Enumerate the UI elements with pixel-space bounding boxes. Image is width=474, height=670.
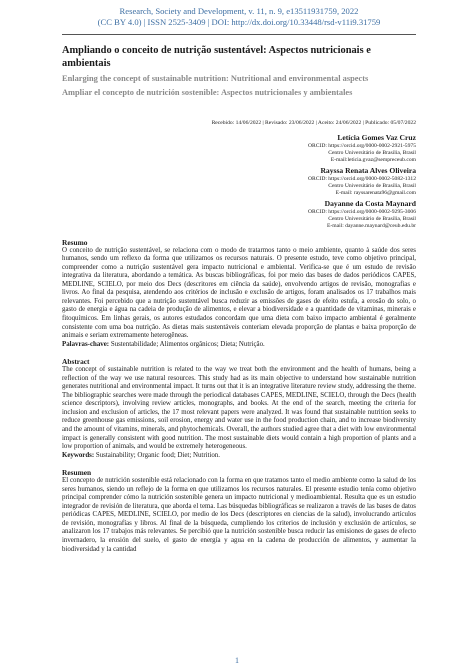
journal-citation: Research, Society and Development, v. 11, n. 9, e13511931759, 2022 bbox=[119, 6, 359, 16]
resumo-heading: Resumo bbox=[62, 237, 88, 247]
abstract-text: The concept of sustainable nutrition is related to the way we treat both the environment and the health of humans, being a reflection of the way we use natural resources. This study had as its main objective to understand how sustainable nutrition generates nutritional and environmental impact. It turns out that it is an integrative literature review study, addressing the theme. The bibliographic searches were made through the periodical databases CAPES, MEDLINE, SCIELO, through the Decs (health science descriptors), involving review articles, monographs, and books. At the end of the search, meeting the criteria for inclusion and exclusion of articles, the 17 most relevant papers were analyzed. It was found that sustainable nutrition seeks to reduce greenhouse gas emissions, soil erosion, energy and water use in the food production chain, and to increase biodiversity and the amount of vitamins, minerals, and phytochemicals. Overall, the authors studied agree that a diet with low environmental impact is generally consistent with good nutrition. The most sustainable diets would contain a high proportion of plants and a low proportion of animals, and would be extremely heterogeneous. bbox=[62, 366, 416, 451]
author-email[interactable]: E-mail: rayssarenata96@gmail.com bbox=[335, 190, 416, 197]
abstract-section bbox=[62, 357, 416, 460]
keywords-label: Palavras-chave: bbox=[62, 340, 110, 348]
header-divider bbox=[62, 34, 416, 35]
abstract-keywords bbox=[62, 452, 416, 461]
author-name: Rayssa Renata Alves Oliveira bbox=[320, 166, 416, 176]
author-affiliation: Centro Universitário de Brasília, Brasil bbox=[328, 183, 416, 189]
author-block bbox=[62, 166, 416, 197]
journal-header bbox=[62, 0, 416, 28]
author-email[interactable]: E-mail: dayanne.maynard@ceub.edu.br bbox=[326, 223, 416, 230]
author-orcid[interactable]: ORCID: https://orcid.org/0000-0002-2921-5975 bbox=[307, 142, 416, 149]
page-number: 1 bbox=[235, 656, 239, 665]
article-title-english: Enlarging the concept of sustainable nutrition: Nutritional and environmental aspects bbox=[62, 74, 369, 83]
author-block bbox=[62, 199, 416, 230]
author-name: Dayanne da Costa Maynard bbox=[324, 199, 416, 209]
author-orcid[interactable]: ORCID: https://orcid.org/0000-0002-9295-3006 bbox=[307, 209, 416, 215]
resumo-text: O conceito de nutrição sustentável, se relaciona com o modo de tratarmos tanto o meio ambiente, quanto à saúde dos seres humanos, sendo um reflexo da forma que utilizamos os recursos naturais. O presente estudo, teve como objetivo principal, compreender como a nutrição sustentável gera impacto nutricional e ambiental. Verifica-se que é um estudo de revisão integrativa da literatura, abordando a temática. As buscas bibliográficas, foi por meio das bases de dados periódicos CAPES, MEDLINE, SCIELO, por meio dos Decs (descritores em ciência da saúde), envolvendo artigos de revisão, monografias e livros. Ao final da pesquisa, atendendo aos critérios de inclusão e exclusão de artigos, foram analisados os 17 trabalhos mais relevantes. Foi percebido que a nutrição sustentável busca reduzir as emissões de gases de efeito estufa, a erosão do solo, o gasto de energia e água na cadeia de produção de alimentos, e elevar a biodiversidade e a quantidade de vitaminas, minerais e fitoquímicos. Em linhas gerais, os autores estudados concordam que uma dieta com baixo impacto ambiental é geralmente consistente com uma boa nutrição. As dietas mais sustentáveis conteriam elevada proporção de plantas e baixa proporção de animais e seriam extremamente heterogêneas. bbox=[62, 246, 416, 340]
abstract-heading: Abstract bbox=[62, 357, 90, 367]
author-affiliation: Centro Universitário de Brasília, Brasil bbox=[328, 149, 416, 156]
resumen-section bbox=[62, 468, 416, 554]
received-dates: Recebido: 14/06/2022 | Revisado: 23/06/2022 | Aceito: 24/06/2022 | Publicado: 05/07/2022 bbox=[211, 120, 416, 126]
resumen-text: El concepto de nutrición sostenible está relacionado con la forma en que tratamos tanto el medio ambiente como la salud de los seres humanos, siendo un reflejo de la forma en que utilizamos los recursos naturales. El presente estudio tenía como objetivo principal comprender cómo la nutrición sostenible genera un impacto nutricional y medioambiental. Resulta que es un estudio integrador de revisión de literatura, que aborda el tema. Las búsquedas bibliográficas se realizaron a través de las bases de datos periódicas CAPES, MEDLINE, SCIELO, por medio de los Decs (descriptores en ciencias de la salud), involucrando artículos de revisión, monografías y libros. Al final de la búsqueda, cumpliendo los criterios de inclusión y exclusión de artículos, se analizaron los 17 trabajos más relevantes. Se percibió que la nutrición sostenible busca reducir las emisiones de gases de efecto invernadero, la erosión del suelo, el gasto de energía y agua en la cadena de producción de alimentos, y aumentar la biodiversidad y la cantidad bbox=[62, 477, 416, 553]
resumo-keywords bbox=[62, 341, 416, 350]
author-block bbox=[62, 133, 416, 164]
article-title: Ampliando o conceito de nutrição sustentável: Aspectos nutricionais e ambientais bbox=[62, 45, 371, 69]
author-list bbox=[62, 133, 416, 231]
author-affiliation: Centro Universitário de Brasília, Brasil bbox=[328, 216, 416, 223]
author-email[interactable]: E-mail:leticia.gvaz@sempreceub.com bbox=[330, 157, 416, 163]
resumo-section bbox=[62, 238, 416, 350]
keywords-text: Sustentabilidade; Alimentos orgânicos; Dieta; Nutrição. bbox=[110, 340, 265, 348]
resumen-heading: Resumen bbox=[62, 468, 92, 478]
journal-doi[interactable]: (CC BY 4.0) | ISSN 2525-3409 | DOI: http://dx.doi.org/10.33448/rsd-v11i9.31759 bbox=[97, 17, 381, 27]
keywords-text: Sustainability; Organic food; Diet; Nutrition. bbox=[95, 451, 220, 459]
author-orcid[interactable]: ORCID: https://orcid.org/0000-0002-5082-1312 bbox=[307, 175, 416, 182]
keywords-label: Keywords: bbox=[62, 451, 95, 459]
article-title-spanish: Ampliar el concepto de nutrición sostenible: Aspectos nutricionales y ambientales bbox=[62, 88, 353, 97]
author-name: Letícia Gomes Vaz Cruz bbox=[337, 133, 416, 142]
